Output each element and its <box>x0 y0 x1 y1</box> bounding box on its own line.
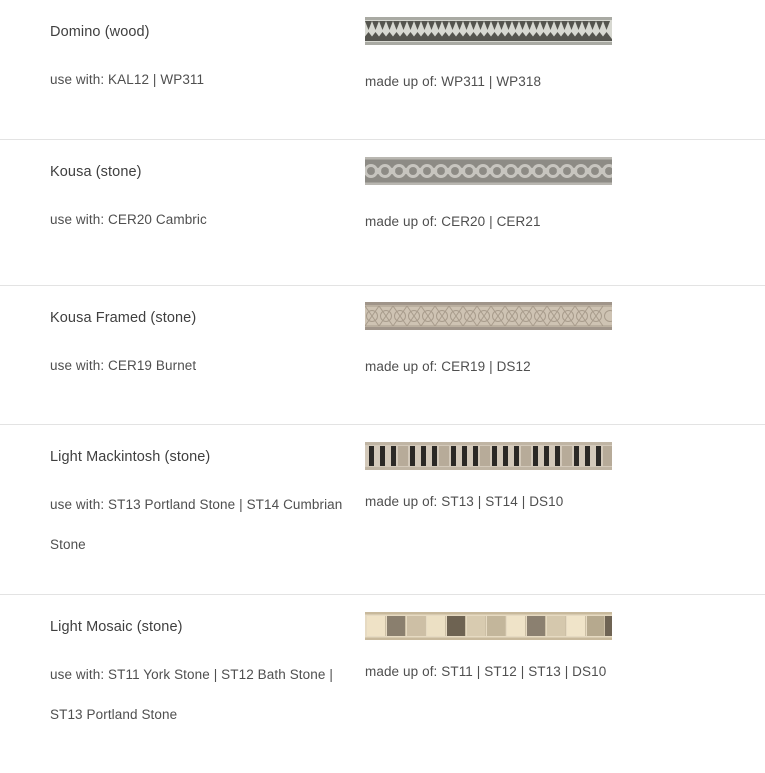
swatch-graphic <box>365 157 612 185</box>
product-swatch-column <box>365 286 765 377</box>
kousa-stone-swatch <box>365 157 612 185</box>
product-use-with: use with: CER20 Cambric <box>50 212 207 227</box>
product-made-up-of: made up of: WP311 | WP318 <box>365 74 542 89</box>
swatch-graphic <box>365 302 612 330</box>
product-info <box>0 595 365 735</box>
domino-wood-swatch <box>365 17 612 45</box>
product-made-up-of: made up of: ST13 | ST14 | DS10 <box>365 494 564 509</box>
product-title: Light Mackintosh (stone) <box>50 449 211 465</box>
product-title: Light Mosaic (stone) <box>50 619 183 635</box>
table-row <box>0 140 765 286</box>
light-mosaic-stone-swatch <box>365 612 612 640</box>
product-swatch-column <box>365 140 765 232</box>
product-info <box>0 286 365 386</box>
product-made-up-of: made up of: CER19 | DS12 <box>365 359 531 374</box>
product-use-with: use with: KAL12 | WP311 <box>50 72 205 87</box>
table-row <box>0 425 765 595</box>
product-info <box>0 0 365 100</box>
product-swatch-column <box>365 0 765 92</box>
product-title: Kousa (stone) <box>50 164 142 180</box>
light-mackintosh-stone-swatch <box>365 442 612 470</box>
swatch-graphic <box>365 17 612 45</box>
product-info <box>0 140 365 240</box>
table-row <box>0 595 765 773</box>
kousa-framed-stone-swatch <box>365 302 612 330</box>
product-use-with: use with: ST13 Portland Stone | ST14 Cumbrian Stone <box>50 497 343 552</box>
product-swatch-column <box>365 595 765 682</box>
product-title: Domino (wood) <box>50 24 150 40</box>
product-use-with: use with: CER19 Burnet <box>50 358 197 373</box>
product-swatch-column <box>365 425 765 512</box>
product-title: Kousa Framed (stone) <box>50 310 197 326</box>
product-info <box>0 425 365 565</box>
product-use-with: use with: ST11 York Stone | ST12 Bath Stone | ST13 Portland Stone <box>50 667 333 722</box>
product-made-up-of: made up of: CER20 | CER21 <box>365 214 541 229</box>
product-made-up-of: made up of: ST11 | ST12 | ST13 | DS10 <box>365 664 607 679</box>
swatch-graphic <box>365 442 612 470</box>
table-row <box>0 286 765 425</box>
swatch-graphic <box>365 612 612 640</box>
table-row <box>0 0 765 140</box>
